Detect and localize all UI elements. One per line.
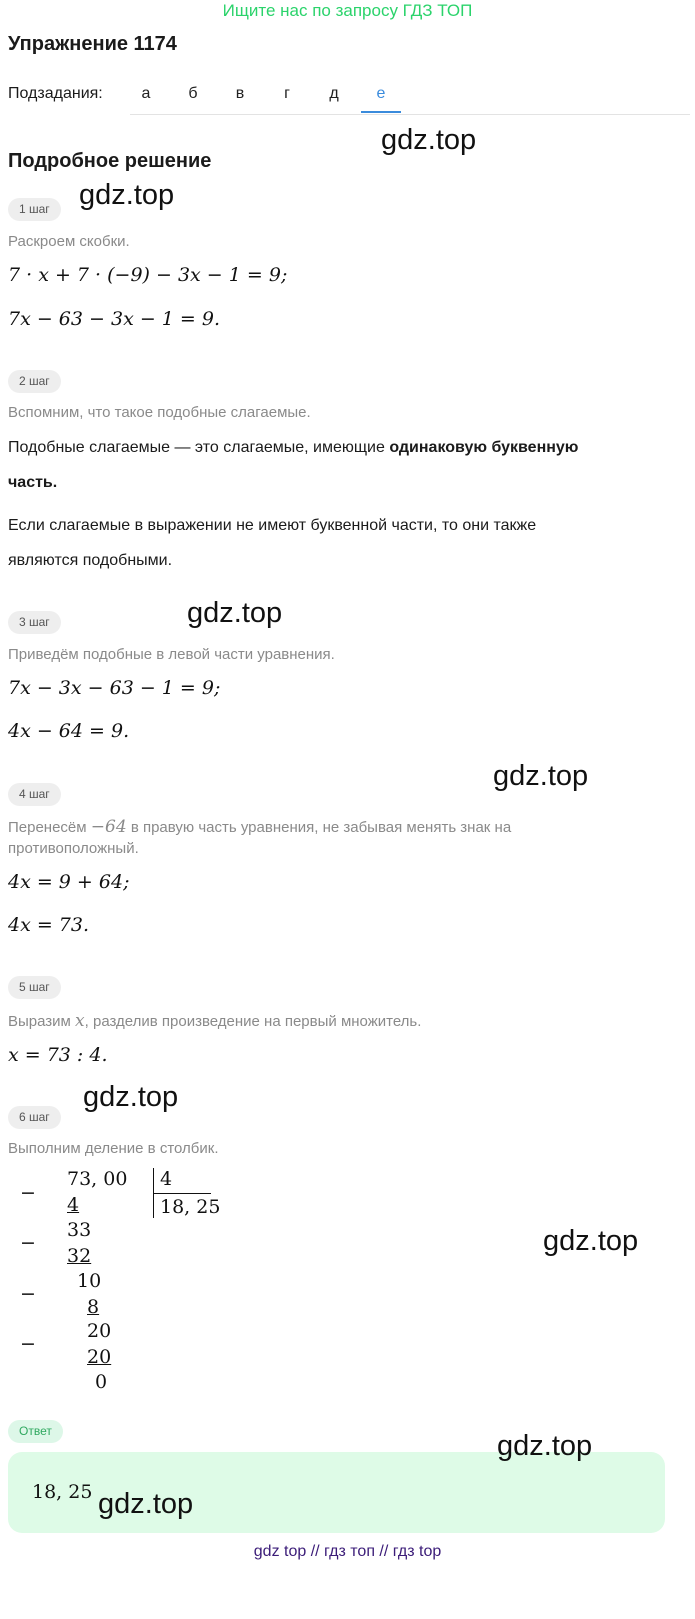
definition-text-cont <box>8 474 57 492</box>
tab-d[interactable]: д <box>329 85 339 102</box>
watermark: gdz.top <box>497 1430 593 1462</box>
long-division <box>0 1160 260 1400</box>
note-text: Если слагаемые в выражении не имеют буквенной части, то они также <box>8 517 537 534</box>
math-line: 4x − 64 = 9. <box>8 720 130 742</box>
hint-text: в правую часть уравнения, не забывая менять знак на <box>126 819 512 836</box>
subtrahend: 32 <box>67 1245 92 1267</box>
tab-e[interactable]: е <box>376 85 386 102</box>
active-tab-indicator <box>361 111 401 113</box>
step-badge: 6 шаг <box>8 1106 61 1129</box>
solution-heading: Подробное решение <box>8 150 212 172</box>
subtasks-label: Подзадания: <box>8 85 103 102</box>
promo-banner[interactable]: Ищите нас по запросу ГДЗ ТОП <box>222 1 473 20</box>
step-hint: Выполним деление в столбик. <box>8 1140 219 1157</box>
step-hint-cont: противоположный. <box>8 840 139 857</box>
watermark: gdz.top <box>187 597 283 629</box>
answer-value: 18, 25 <box>32 1481 93 1503</box>
step-badge: 5 шаг <box>8 976 61 999</box>
tab-b[interactable]: б <box>188 85 198 102</box>
dividend: 73, 00 <box>67 1168 128 1190</box>
remainder: 33 <box>67 1219 92 1241</box>
tab-v[interactable]: в <box>235 85 245 102</box>
watermark: gdz.top <box>79 179 175 211</box>
hint-text: Перенесём <box>8 819 91 836</box>
math-line: 7x − 63 − 3x − 1 = 9. <box>8 308 220 330</box>
subtrahend: 8 <box>87 1296 100 1318</box>
step-badge: 1 шаг <box>8 198 61 221</box>
division-rule <box>153 1193 211 1194</box>
math-line: 4x = 9 + 64; <box>8 871 130 893</box>
step-hint: Приведём подобные в левой части уравнения. <box>8 646 335 663</box>
subtrahend: 4 <box>67 1194 80 1216</box>
quotient: 18, 25 <box>160 1196 221 1218</box>
remainder: 0 <box>95 1371 108 1393</box>
watermark: gdz.top <box>493 760 589 792</box>
step-hint <box>8 1011 421 1031</box>
definition-bold: часть. <box>8 474 58 491</box>
minus-sign: − <box>20 1182 36 1204</box>
step-hint: Вспомним, что такое подобные слагаемые. <box>8 404 311 421</box>
minus-sign: − <box>20 1232 36 1254</box>
tab-g[interactable]: г <box>284 85 290 102</box>
remainder: 10 <box>77 1270 102 1292</box>
subtasks-tabs <box>130 78 690 115</box>
answer-badge: Ответ <box>8 1420 63 1443</box>
hint-text: , разделив произведение на первый множитель. <box>84 1013 422 1030</box>
page-title: Упражнение 1174 <box>8 33 177 55</box>
hint-math: x <box>75 1011 85 1031</box>
note-text: являются подобными. <box>8 552 173 569</box>
divisor: 4 <box>160 1168 173 1190</box>
math-line: 7x − 3x − 63 − 1 = 9; <box>8 677 221 699</box>
step-hint: Раскроем скобки. <box>8 233 130 250</box>
minus-sign: − <box>20 1333 36 1355</box>
math-line: x = 73 : 4. <box>8 1044 108 1066</box>
remainder: 20 <box>87 1320 112 1342</box>
definition-bold: одинаковую буквенную <box>389 439 579 456</box>
math-line: 4x = 73. <box>8 914 90 936</box>
step-badge: 4 шаг <box>8 783 61 806</box>
definition-text-part: Подобные слагаемые — это слагаемые, имеющие <box>8 439 390 456</box>
watermark: gdz.top <box>83 1081 179 1113</box>
watermark: gdz.top <box>543 1225 639 1257</box>
hint-math: −64 <box>90 817 127 837</box>
step-hint <box>8 817 511 837</box>
watermark: gdz.top <box>98 1488 194 1520</box>
math-line: 7 · x + 7 · (−9) − 3x − 1 = 9; <box>8 264 288 286</box>
step-badge: 3 шаг <box>8 611 61 634</box>
definition-text <box>8 439 578 457</box>
minus-sign: − <box>20 1283 36 1305</box>
tab-a[interactable]: а <box>141 85 151 102</box>
subtrahend: 20 <box>87 1346 112 1368</box>
hint-text: Выразим <box>8 1013 76 1030</box>
step-badge: 2 шаг <box>8 370 61 393</box>
footer-links[interactable]: gdz top // гдз топ // гдз top <box>253 1543 442 1560</box>
watermark: gdz.top <box>381 124 477 156</box>
